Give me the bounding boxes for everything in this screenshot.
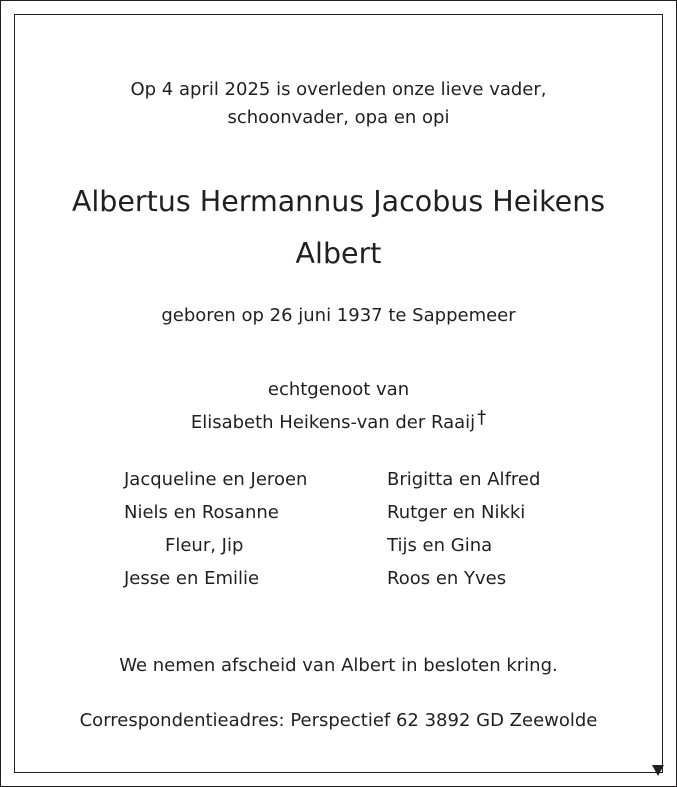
spouse-block — [0, 376, 677, 437]
spouse-line — [0, 404, 677, 437]
family-member: Tijs en Gina — [387, 535, 493, 556]
deceased-name-block — [0, 176, 677, 280]
cross-icon: † — [477, 407, 487, 428]
family-member: Jacqueline en Jeroen — [124, 469, 308, 490]
family-list-right — [387, 463, 540, 595]
spouse-name: Elisabeth Heikens-van der Raaij — [190, 412, 476, 433]
deceased-nickname: Albert — [295, 237, 382, 270]
family-member: Brigitta en Alfred — [387, 469, 541, 490]
intro-line-2: schoonvader, opa en opi — [227, 107, 450, 128]
family-member: Rutger en Nikki — [387, 502, 526, 523]
family-member: Fleur, Jip — [165, 535, 244, 556]
family-member: Niels en Rosanne — [124, 502, 279, 523]
family-member: Jesse en Emilie — [124, 568, 260, 589]
spouse-label: echtgenoot van — [267, 379, 410, 400]
farewell-text: We nemen afscheid van Albert in besloten kring. — [119, 655, 558, 676]
birth-info: geboren op 26 juni 1937 te Sappemeer — [161, 305, 516, 326]
family-list-left — [124, 463, 307, 595]
deceased-full-name: Albertus Hermannus Jacobus Heikens — [71, 185, 606, 218]
intro-line-1: Op 4 april 2025 is overleden onze lieve vader, — [130, 79, 547, 100]
family-member: Roos en Yves — [387, 568, 507, 589]
continue-arrow-icon — [652, 765, 664, 776]
intro-text — [0, 76, 677, 132]
correspondence-address: Correspondentieadres: Perspectief 62 3892 GD Zeewolde — [79, 710, 598, 731]
